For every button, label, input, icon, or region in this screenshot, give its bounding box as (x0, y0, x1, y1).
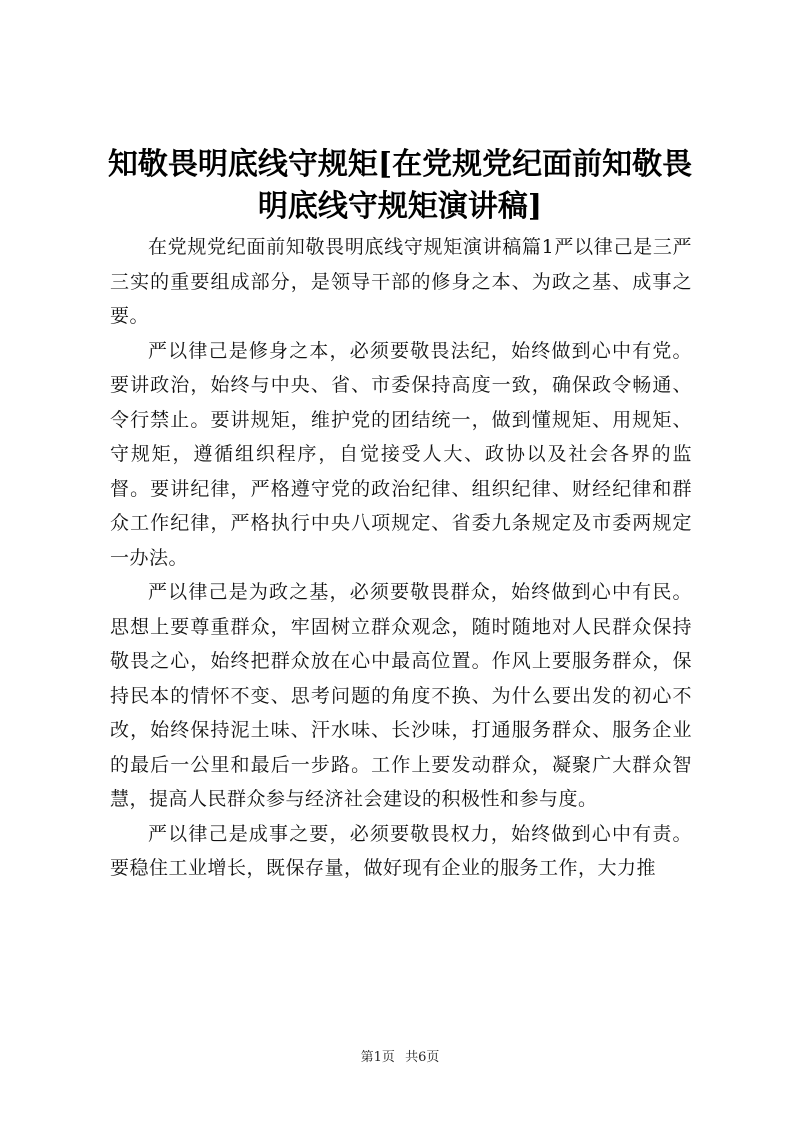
paragraph-1: 在党规党纪面前知敬畏明底线守规矩演讲稿篇1严以律己是三严三实的重要组成部分，是领导干部的修身之本、为政之基、成事之要。 (110, 236, 692, 327)
page-number: 第1页 (360, 1050, 395, 1065)
paragraph-2: 严以律己是修身之本，必须要敬畏法纪，始终做到心中有党。要讲政治，始终与中央、省、市委保持高度一致，确保政令畅通、令行禁止。要讲规矩，维护党的团结统一，做到懂规矩、用规矩、守规矩，遵循组织程序，自觉接受人大、政协以及社会各界的监督。要讲纪律，严格遵守党的政治纪律、组织纪律、财经纪律和群众工作纪律，严格执行中央八项规定、省委九条规定及市委两规定一办法。 (110, 339, 692, 569)
page-footer (0, 1046, 800, 1065)
page-total: 共6页 (405, 1050, 440, 1065)
document-body (110, 230, 692, 886)
paragraph-4: 严以律己是成事之要，必须要敬畏权力，始终做到心中有责。要稳住工业增长，既保存量，做好现有企业的服务工作，大力推 (110, 822, 692, 879)
paragraph-3: 严以律己是为政之基，必须要敬畏群众，始终做到心中有民。思想上要尊重群众，牢固树立群众观念，随时随地对人民群众保持敬畏之心，始终把群众放在心中最高位置。作风上要服务群众，保持民本的情怀不变、思考问题的角度不换、为什么要出发的初心不改，始终保持泥土味、汗水味、长沙味，打通服务群众、服务企业的最后一公里和最后一步路。工作上要发动群众，凝聚广大群众智慧，提高人民群众参与经济社会建设的积极性和参与度。 (110, 581, 692, 810)
document-title: 知敬畏明底线守规矩[在党规党纪面前知敬畏明底线守规矩演讲稿] (107, 147, 693, 224)
